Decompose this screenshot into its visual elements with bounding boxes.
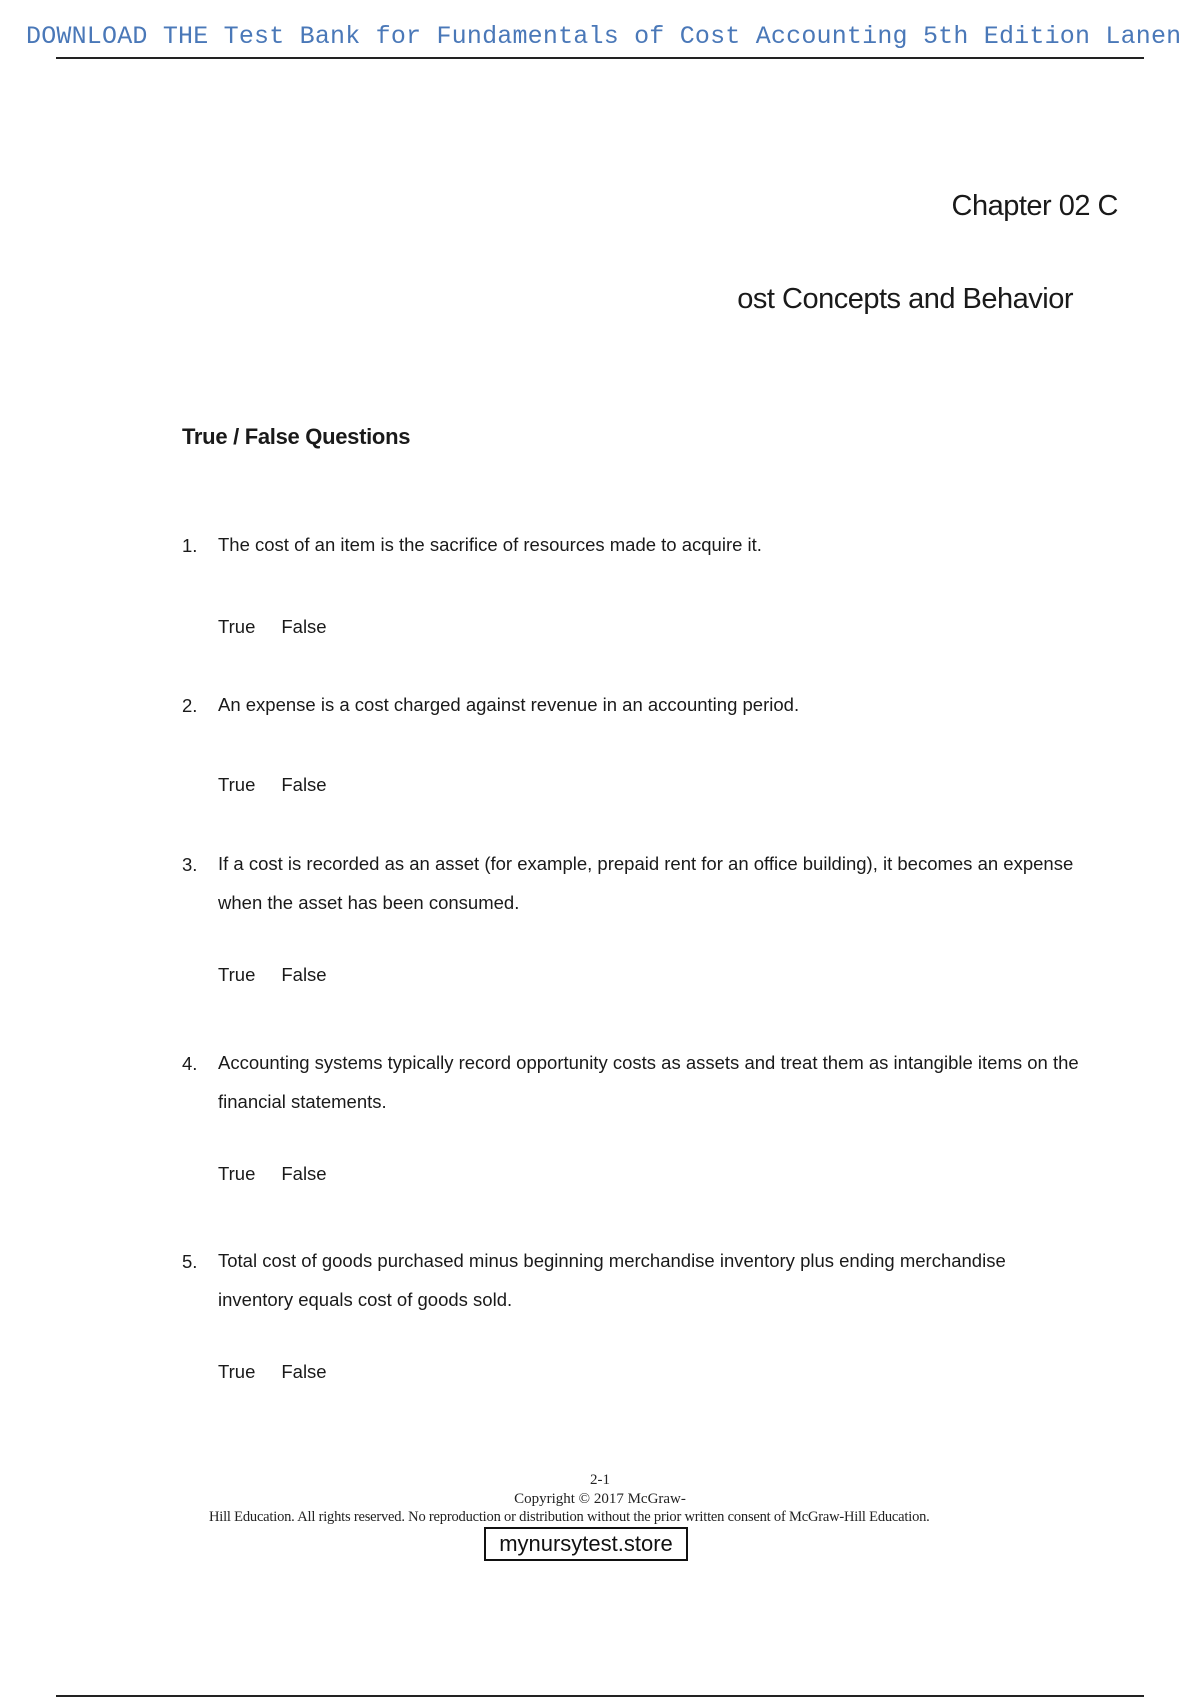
option-true[interactable]: True (218, 1361, 256, 1382)
question-number: 2. (182, 695, 198, 716)
chapter-title-line-2: ost Concepts and Behavior (737, 283, 1073, 315)
question-text: The cost of an item is the sacrifice of resources made to acquire it. (218, 534, 762, 555)
copyright-line-2: Hill Education. All rights reserved. No reproduction or distribution without the prior written consent of McGraw-Hill Education. (209, 1509, 930, 1525)
download-banner-link[interactable]: DOWNLOAD THE Test Bank for Fundamentals of Cost Accounting 5th Edition Lanen (26, 22, 1182, 51)
option-false[interactable]: False (281, 616, 327, 637)
section-heading: True / False Questions (182, 424, 411, 449)
option-true[interactable]: True (218, 616, 256, 637)
copyright-line-1: Copyright © 2017 McGraw- (514, 1491, 686, 1507)
header-rule (56, 57, 1144, 59)
question-1 (182, 535, 1082, 638)
page-number: 2-1 (590, 1472, 610, 1488)
question-2 (182, 695, 1082, 796)
option-false[interactable]: False (281, 774, 327, 795)
question-3 (182, 854, 1082, 986)
option-false[interactable]: False (281, 1163, 327, 1184)
option-true[interactable]: True (218, 1163, 256, 1184)
question-text: If a cost is recorded as an asset (for example, prepaid rent for an office building), it becomes an expense when the asset has been consumed. (218, 853, 1074, 913)
question-text: Accounting systems typically record opportunity costs as assets and treat them as intangible items on the financial statements. (218, 1052, 1079, 1112)
option-false[interactable]: False (281, 964, 327, 985)
question-number: 4. (182, 1053, 198, 1074)
question-number: 3. (182, 854, 198, 875)
question-4 (182, 1053, 1082, 1185)
page-footer (0, 1471, 1200, 1509)
question-number: 1. (182, 535, 198, 556)
question-number: 5. (182, 1251, 198, 1272)
chapter-title-line-1: Chapter 02 C (951, 190, 1118, 222)
question-text: Total cost of goods purchased minus beginning merchandise inventory plus ending merchandise inventory equals cost of goods sold. (218, 1250, 1006, 1310)
question-5 (182, 1251, 1082, 1383)
question-text: An expense is a cost charged against revenue in an accounting period. (218, 694, 800, 715)
option-true[interactable]: True (218, 964, 256, 985)
store-watermark-box[interactable]: mynursytest.store (484, 1527, 688, 1561)
footer-rule (56, 1695, 1144, 1697)
option-false[interactable]: False (281, 1361, 327, 1382)
option-true[interactable]: True (218, 774, 256, 795)
